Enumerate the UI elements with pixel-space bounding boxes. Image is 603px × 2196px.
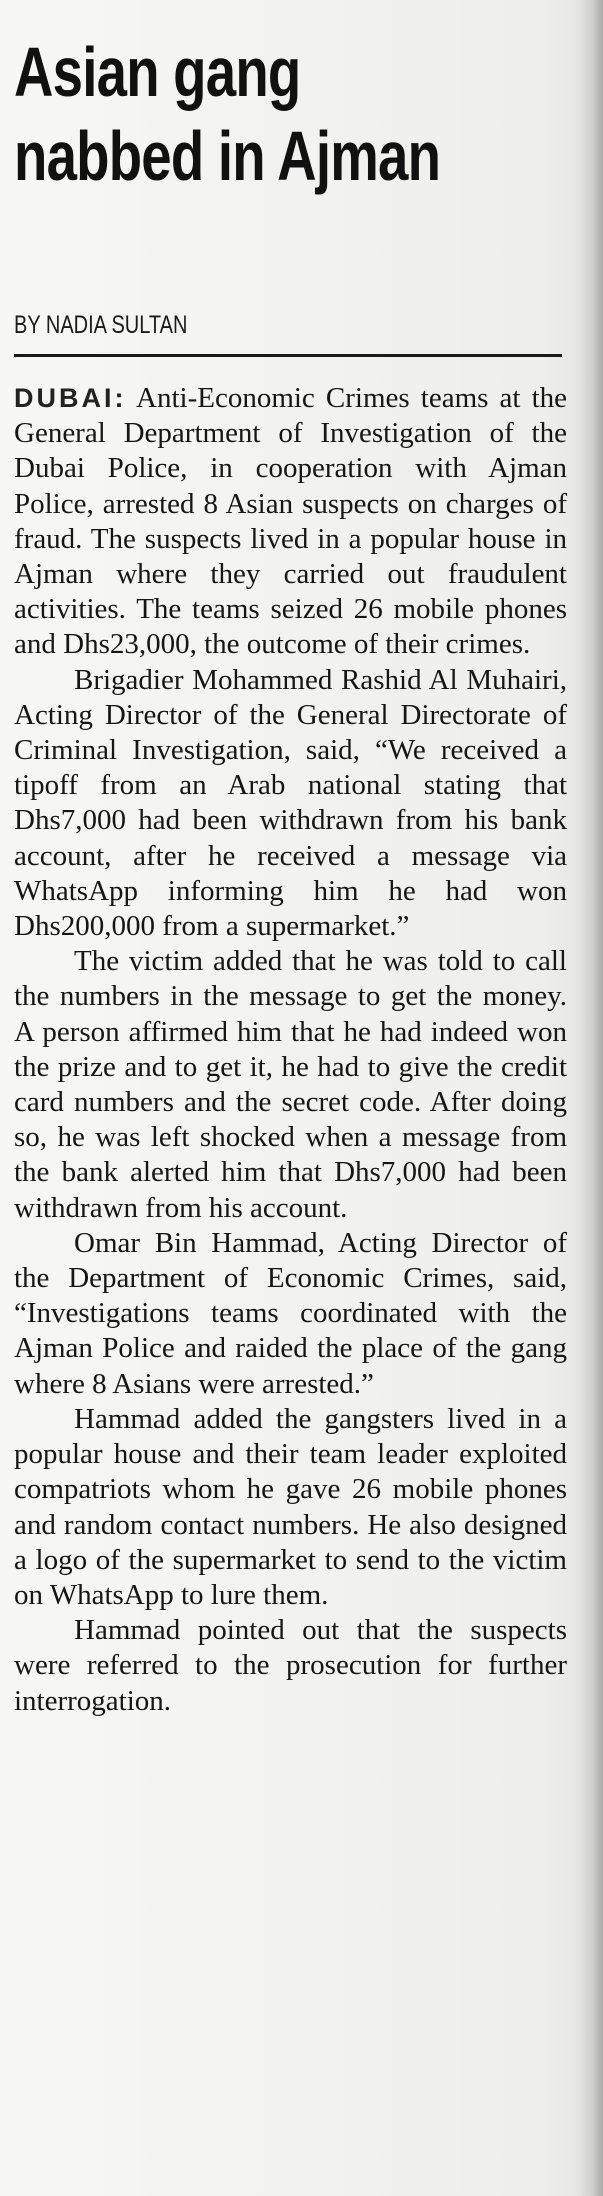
paragraph-1-text: Anti-Economic Crimes teams at the General Department of Investigation of the Dubai Police, in cooperation with Ajman Police, arrested 8 Asian suspects on charges of fraud. The suspects lived in a popular house in Ajman where they carried out fraudulent activities. The teams seized 26 mobile phones and Dhs23,000, the outcome of their crimes.: [14, 382, 567, 661]
dateline: DUBAI:: [14, 383, 127, 413]
byline-divider: [14, 354, 562, 357]
paragraph-6: Hammad pointed out that the suspects were referred to the prosecution for further interrogation.: [14, 1614, 567, 1717]
paragraph-2: Brigadier Mohammed Rashid Al Muhairi, Acting Director of the General Directorate of Criminal Investigation, said, “We received a tipoff from an Arab national stating that Dhs7,000 had been withdrawn from his bank account, after he received a message via WhatsApp informing him he had won Dhs200,000 from a supermarket.”: [14, 663, 567, 943]
headline-line-2: nabbed in Ajman: [14, 117, 441, 195]
paragraph-1: [14, 381, 567, 663]
headline: [14, 30, 576, 198]
headline-line-1: Asian gang: [14, 33, 301, 111]
byline: BY NADIA SULTAN: [14, 311, 188, 339]
article-body: [14, 381, 567, 1719]
page-edge-shadow: [577, 0, 603, 2196]
paragraph-4: Omar Bin Hammad, Acting Director of the Department of Economic Crimes, said, “Investigations teams coordinated with the Ajman Police and raided the place of the gang where 8 Asians were arrested.”: [14, 1226, 567, 1400]
paragraph-5: Hammad added the gangsters lived in a popular house and their team leader exploited compatriots whom he gave 26 mobile phones and random contact numbers. He also designed a logo of the supermarket to send to the victim on WhatsApp to lure them.: [14, 1402, 567, 1611]
paragraph-3: The victim added that he was told to call the numbers in the message to get the money. A person affirmed him that he had indeed won the prize and to get it, he had to give the credit card numbers and the secret code. After doing so, he was left shocked when a message from the bank alerted him that Dhs7,000 had been withdrawn from his account.: [14, 945, 567, 1224]
